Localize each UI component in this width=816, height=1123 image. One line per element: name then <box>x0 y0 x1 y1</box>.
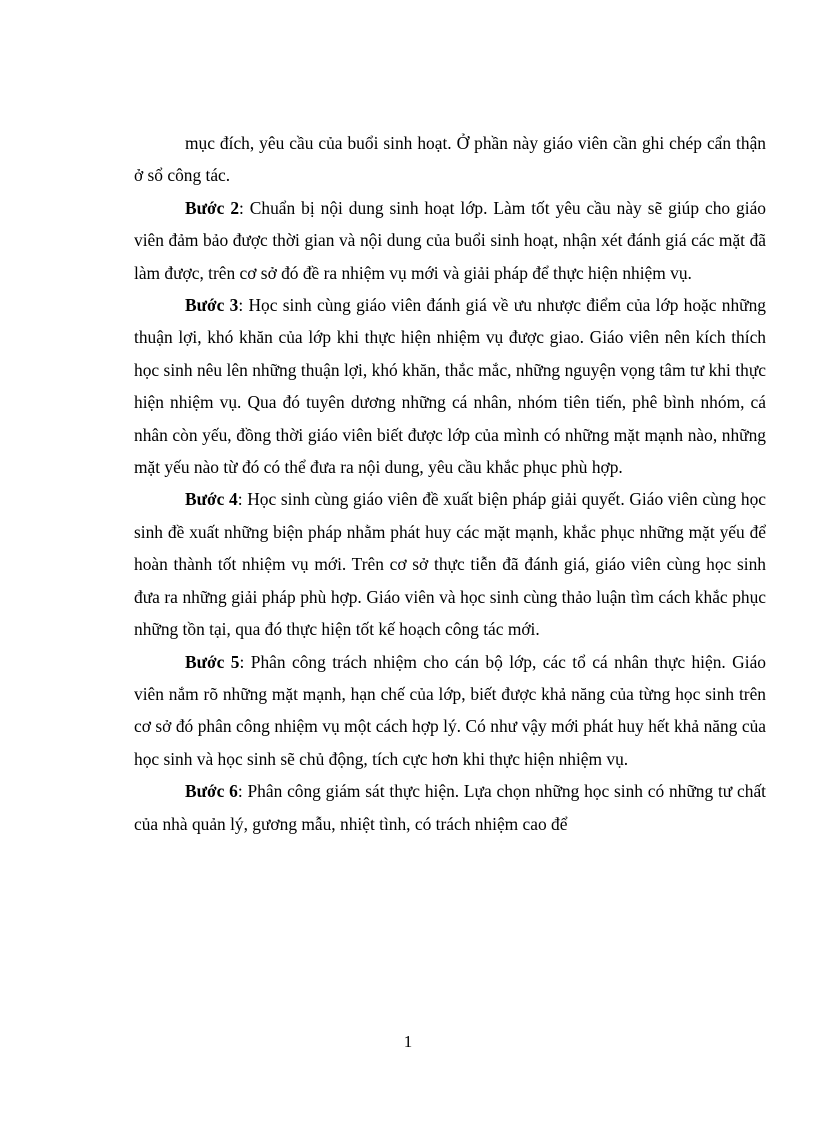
document-body <box>134 127 766 840</box>
step-3-text: : Học sinh cùng giáo viên đánh giá về ưu nhược điểm của lớp hoặc những thuận lợi, khó khăn của lớp khi thực hiện nhiệm vụ được giao. Giáo viên nên kích thích học sinh nêu lên những thuận lợi, khó khăn, thắc mắc, những nguyện vọng tâm tư khi thực hiện nhiệm vụ. Qua đó tuyên dương những cá nhân, nhóm tiên tiến, phê bình nhóm, cá nhân còn yếu, đồng thời giáo viên biết được lớp của mình có những mặt mạnh nào, những mặt yếu nào từ đó có thể đưa ra nội dung, yêu cầu khắc phục phù hợp. <box>134 295 766 478</box>
step-2-label: Bước 2 <box>185 197 240 218</box>
step-6-label: Bước 6 <box>185 781 238 802</box>
step-4-text: : Học sinh cùng giáo viên đề xuất biện pháp giải quyết. Giáo viên cùng học sinh đề xuất những biện pháp nhằm phát huy các mặt mạnh, khắc phục những mặt yếu để hoàn thành tốt nhiệm vụ mới. Trên cơ sở thực tiễn đã đánh giá, giáo viên cùng học sinh đưa ra những giải pháp phù hợp. Giáo viên và học sinh cùng thảo luận tìm cách khắc phục những tồn tại, qua đó thực hiện tốt kế hoạch công tác mới. <box>134 489 766 640</box>
step-3-label: Bước 3 <box>185 295 239 316</box>
step-4-label: Bước 4 <box>185 489 238 510</box>
step-5-paragraph <box>134 646 766 776</box>
step-5-text: : Phân công trách nhiệm cho cán bộ lớp, các tổ cá nhân thực hiện. Giáo viên nắm rõ những mặt mạnh, hạn chế của lớp, biết được khả năng của từng học sinh trên cơ sở đó phân công nhiệm vụ một cách hợp lý. Có như vậy mới phát huy hết khả năng của học sinh và học sinh sẽ chủ động, tích cực hơn khi thực hiện nhiệm vụ. <box>134 651 766 769</box>
step-5-label: Bước 5 <box>185 651 240 672</box>
step-2-text: : Chuẩn bị nội dung sinh hoạt lớp. Làm tốt yêu cầu này sẽ giúp cho giáo viên đảm bảo được thời gian và nội dung của buổi sinh hoạt, nhận xét đánh giá các mặt đã làm được, trên cơ sở đó đề ra nhiệm vụ mới và giải pháp để thực hiện nhiệm vụ. <box>134 197 766 283</box>
step-2-paragraph <box>134 192 766 289</box>
intro-paragraph: mục đích, yêu cầu của buổi sinh hoạt. Ở phần này giáo viên cần ghi chép cẩn thận ở sổ công tác. <box>134 133 766 186</box>
step-3-paragraph <box>134 289 766 483</box>
step-6-paragraph <box>134 775 766 840</box>
page-number: 1 <box>403 1032 413 1051</box>
step-4-paragraph <box>134 483 766 645</box>
step-6-text: : Phân công giám sát thực hiện. Lựa chọn những học sinh có những tư chất của nhà quản lý, gương mẫu, nhiệt tình, có trách nhiệm cao để <box>134 781 766 834</box>
